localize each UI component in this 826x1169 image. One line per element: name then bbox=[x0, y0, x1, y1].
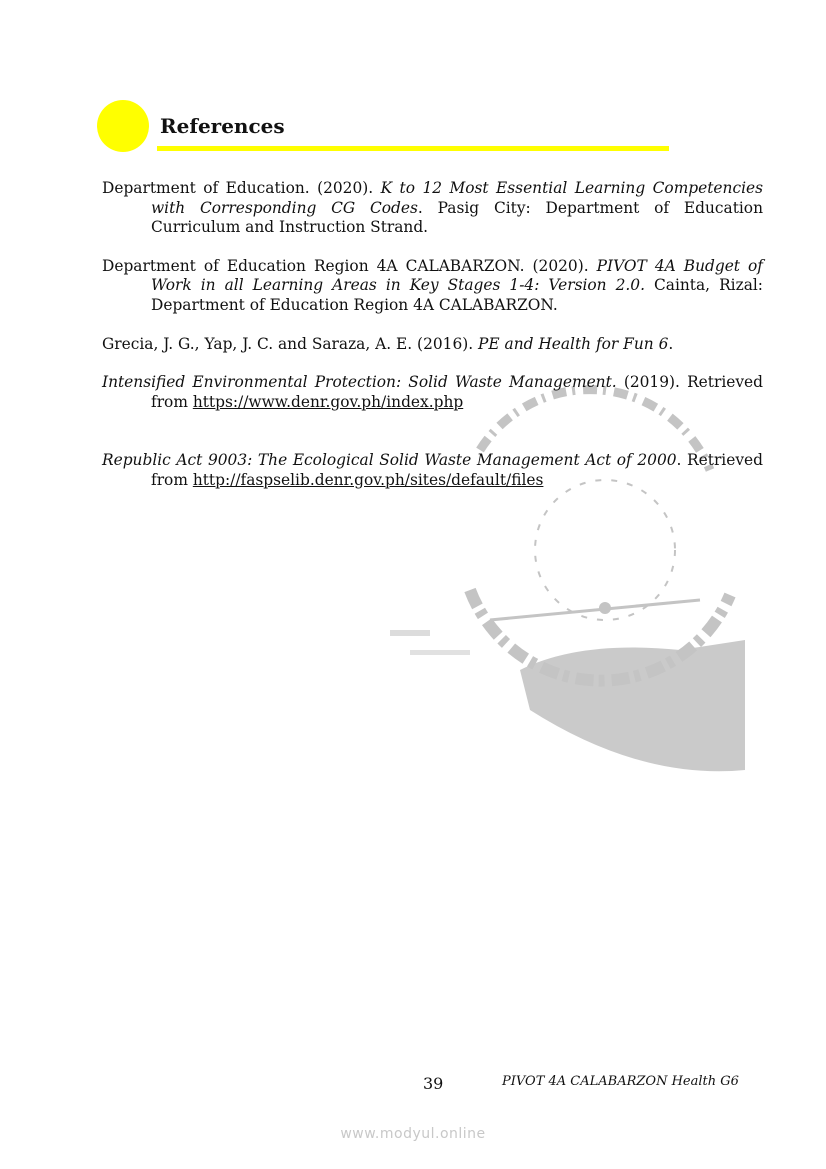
ref-text: . Pasig City: Department of Education Curriculum and Instruction Strand. bbox=[151, 198, 763, 237]
ref-text: . bbox=[668, 334, 674, 353]
header-circle-decoration bbox=[97, 100, 149, 152]
ref-title: Republic Act 9003: The Ecological Solid Waste Management Act of 2000 bbox=[102, 451, 677, 470]
ref-title: Intensified Environmental Protection: Solid Waste Management. bbox=[102, 373, 617, 392]
reference-entry bbox=[102, 335, 763, 355]
ref-text: Cainta, Rizal: Department of Education Region 4A CALABARZON. bbox=[151, 276, 763, 314]
ref-title: PE and Health for Fun 6 bbox=[478, 334, 669, 353]
page-title: References bbox=[160, 114, 285, 138]
ref-title: PIVOT 4A Budget of Work in all Learning Areas in Key Stages 1-4: Version 2.0. bbox=[151, 256, 763, 295]
page-number: 39 bbox=[423, 1074, 444, 1093]
ref-text: Department of Education. (2020). bbox=[102, 179, 381, 197]
ref-text: Department of Education Region 4A CALABARZON. (2020). bbox=[102, 256, 597, 275]
ref-text: Grecia, J. G., Yap, J. C. and Saraza, A. E. (2016). bbox=[102, 334, 479, 353]
reference-link[interactable]: https://www.denr.gov.ph/index.php bbox=[192, 392, 464, 411]
reference-entry bbox=[102, 373, 763, 412]
reference-entry bbox=[102, 179, 763, 238]
ref-title: K to 12 Most Essential Learning Competencies with Corresponding CG Codes bbox=[151, 179, 763, 217]
ref-text: (2019). Retrieved from bbox=[151, 373, 763, 411]
footer-title: PIVOT 4A CALABARZON Health G6 bbox=[502, 1074, 739, 1089]
title-underline bbox=[157, 146, 669, 151]
reference-link[interactable]: http://faspselib.denr.gov.ph/sites/default/files bbox=[192, 470, 544, 489]
reference-entry bbox=[102, 451, 763, 490]
reference-entry bbox=[102, 257, 763, 316]
references-list bbox=[102, 179, 763, 491]
site-watermark: www.modyul.online bbox=[340, 1126, 486, 1142]
ref-text: . Retrieved from bbox=[151, 451, 763, 489]
